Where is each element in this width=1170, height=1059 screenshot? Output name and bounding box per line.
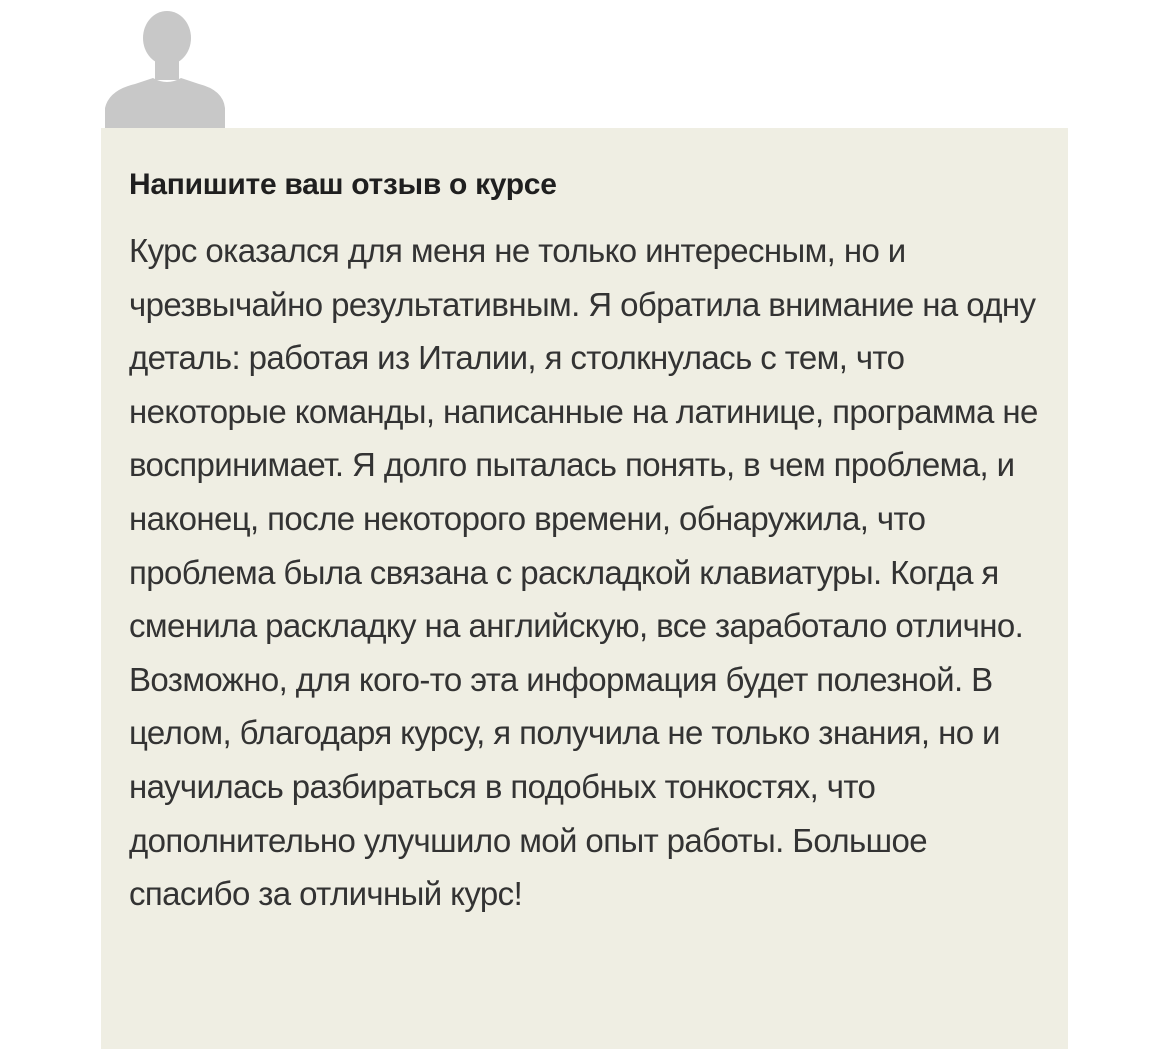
review-card [101,128,1068,1049]
user-silhouette-icon [105,8,225,128]
review-title: Напишите ваш отзыв о курсе [129,168,557,201]
review-text: Курс оказался для меня не только интересным, но и чрезвычайно результативным. Я обратила внимание на одну деталь: работая из Италии, я столкнулась с тем, что некоторые команды, написанные на латинице, программа не воспринимает. Я долго пыталась понять, в чем проблема, и наконец, после некоторого времени, обнаружила, что проблема была связана с раскладкой клавиатуры. Когда я сменила раскладку на английскую, все заработало отлично. Возможно, для кого-то эта информация будет полезной. В целом, благодаря курсу, я получила не только знания, но и научилась разбираться в подобных тонкостях, что дополнительно улучшило мой опыт работы. Большое спасибо за отличный курс! [129,232,1038,913]
avatar [105,8,225,128]
